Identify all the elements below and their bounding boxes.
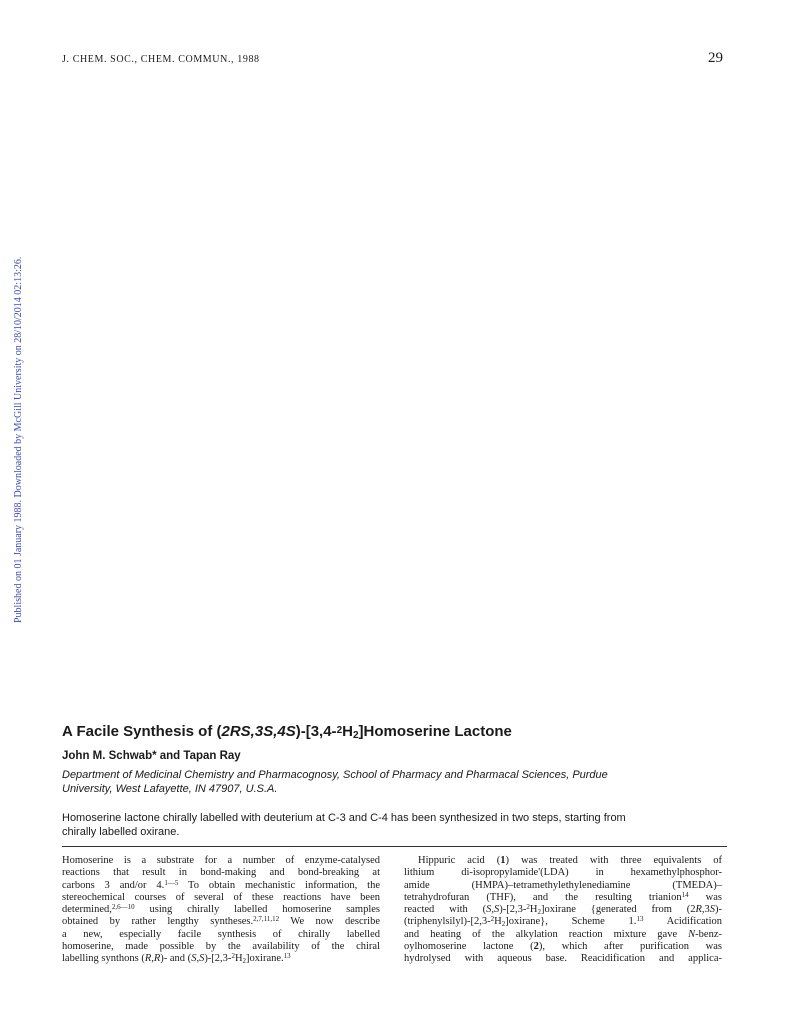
text-line: determined,$^{2,6—10}$ using chirally labelled homoserine samples (62, 903, 380, 916)
authors: John M. Schwab* and Tapan Ray (62, 750, 241, 762)
text-line: reacted with $(S,S)-[2,3-^2H_2]oxirane$ {generated from (2R,3S)- (404, 903, 722, 917)
reference-citation: 13 (636, 915, 644, 924)
text-line: stereochemical courses of several of these reactions have been (62, 891, 380, 903)
reference-citation: 2,6—10 (111, 903, 135, 912)
abstract-line: Homoserine lactone chirally labelled with deuterium at C-3 and C-4 has been synthesized in two steps, starting from (62, 812, 626, 824)
reference-citation: 1—5 (164, 878, 179, 887)
download-watermark[interactable]: Published on 01 January 1988. Downloaded by McGill University on 28/10/2014 02:13:26. (13, 256, 24, 623)
affiliation (62, 768, 722, 796)
compound-number: 2 (533, 941, 539, 953)
reference-citation: 2,7,11,12 (253, 915, 280, 924)
reference-citation: 14 (681, 890, 689, 899)
text-line: tetrahydrofuran (THF), and the resulting trianion$^{14}$ was (404, 890, 722, 903)
text-line: Homoserine is a substrate for a number of enzyme-catalysed (62, 855, 380, 866)
text-line: carbons 3 and/or 4.$^{1—5}$ To obtain mechanistic information, the (62, 878, 380, 891)
body-column-left (62, 855, 380, 966)
running-head: J. CHEM. SOC., CHEM. COMMUN., 1988 (62, 54, 260, 65)
affiliation-line: Department of Medicinal Chemistry and Pharmacognosy, School of Pharmacy and Pharmacal Sciences, Purdue (62, 769, 608, 781)
text-line: hydrolysed with aqueous base. Reacidification and applica- (404, 953, 722, 965)
compound-number: 1 (500, 855, 506, 866)
text-line: lithium di-isopropylamide'(LDA) in hexamethylphosphor- (404, 867, 722, 879)
article-title: A Facile Synthesis of $(2RS,3S,4S)-[3,4-^2H_2]Homoserine$ Lactone (62, 723, 512, 741)
page-number: 29 (708, 50, 723, 66)
abstract-divider (62, 846, 727, 847)
text-line: amide (HMPA)–tetramethylethylenediamine (TMEDA)– (404, 879, 722, 891)
text-line: $(triphenylsilyl)-[2,3-^2H_2]oxirane$}, Scheme 1.13 Acidification (404, 915, 722, 929)
text-line: obtained by rather lengthy syntheses.$^{2,7,11,12}$ We now describe (62, 915, 380, 928)
text-line: Hippuric acid (1) was treated with three equivalents of (418, 855, 723, 866)
text-line: and heating of the alkylation reaction mixture gave N-benz- (404, 928, 722, 940)
text-line: homoserine, made possible by the availability of the chiral (62, 941, 380, 953)
text-line: oylhomoserine lactone (2), which after purification was (404, 941, 723, 953)
body-column-right (404, 855, 722, 966)
affiliation-line: University, West Lafayette, IN 47907, U.S.A. (62, 783, 278, 795)
reference-citation: 13 (283, 952, 291, 961)
abstract-line: chirally labelled oxirane. (62, 826, 180, 838)
text-line: reactions that result in bond-making and bond-breaking at (62, 867, 380, 879)
text-line: a new, especially facile synthesis of chirally labelled (62, 928, 380, 940)
abstract (62, 811, 730, 839)
text-line: labelling synthons (R,R)- and $(S,S)-[2,3-^2H_2]oxirane.^{13}$ (62, 952, 291, 966)
